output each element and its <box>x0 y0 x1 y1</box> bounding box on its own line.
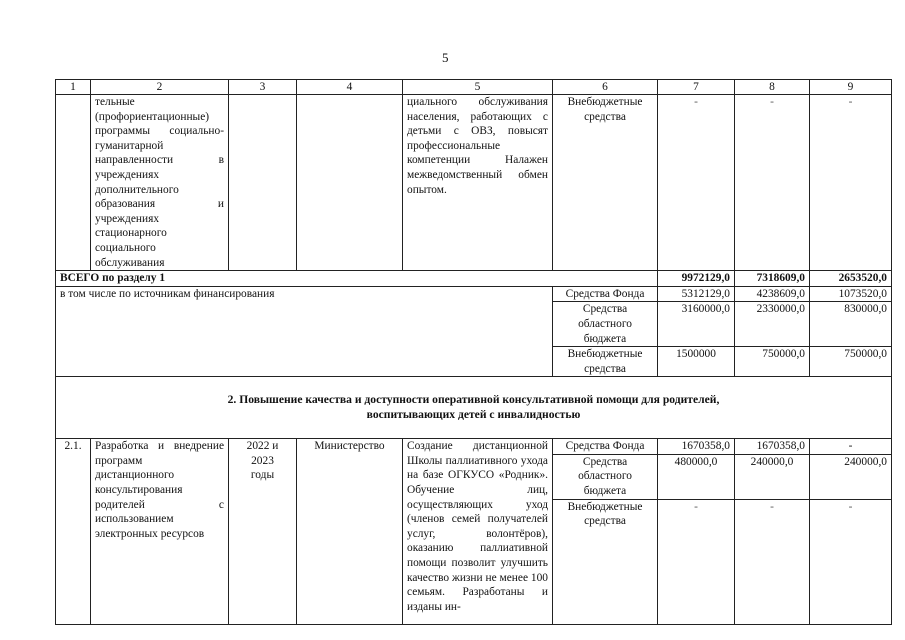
funding-source-cell: Внебюджетные средства <box>553 95 658 271</box>
value-cell: 1670358,0 <box>735 439 810 455</box>
funding-row <box>56 286 892 302</box>
value-cell: 4238609,0 <box>735 286 810 302</box>
value-cell: 1073520,0 <box>810 286 892 302</box>
col-header: 7 <box>658 80 735 95</box>
funding-source-cell: Средства областного бюджета <box>553 302 658 347</box>
funding-source-cell: Средства Фонда <box>553 286 658 302</box>
value-cell: 480000,0 <box>658 454 735 499</box>
total-value: 7318609,0 <box>735 271 810 287</box>
value-cell: 240000,0 <box>810 454 892 499</box>
value-cell: 1500000 <box>658 347 735 377</box>
value-cell: - <box>658 499 735 624</box>
value-cell: 830000,0 <box>810 302 892 347</box>
total-value: 9972129,0 <box>658 271 735 287</box>
value-cell: - <box>735 499 810 624</box>
total-value: 2653520,0 <box>810 271 892 287</box>
funding-source-cell: Средства Фонда <box>553 439 658 455</box>
value-cell: - <box>810 439 892 455</box>
value-cell: 240000,0 <box>735 454 810 499</box>
col-header: 2 <box>91 80 229 95</box>
row-number: 2.1. <box>56 439 91 624</box>
total-row <box>56 271 892 287</box>
col-header: 9 <box>810 80 892 95</box>
value-cell: 750000,0 <box>735 347 810 377</box>
value-cell: - <box>658 95 735 271</box>
funding-source-cell: Средства областного бюджета <box>553 454 658 499</box>
value-cell: - <box>810 499 892 624</box>
value-cell: 1670358,0 <box>658 439 735 455</box>
value-cell: 5312129,0 <box>658 286 735 302</box>
table-row <box>56 439 892 455</box>
section-title-row <box>56 377 892 439</box>
column-header-row <box>56 80 892 95</box>
program-table <box>55 79 892 625</box>
program-name-cell: тельные (профориентационные) программы социально-гуманитарной направленности в учреждениях дополнительного образования и учреждениях стационарного социального обслуживания <box>91 95 229 271</box>
program-name-cell: Разработка и внедрение программ дистанционного консультирования родителей с использованием электронных ресурсов <box>91 439 229 624</box>
col-header: 8 <box>735 80 810 95</box>
funding-breakdown-label: в том числе по источникам финансирования <box>56 286 553 377</box>
col-header: 5 <box>403 80 553 95</box>
continuation-row <box>56 95 892 271</box>
total-label: ВСЕГО по разделу 1 <box>56 271 658 287</box>
value-cell: - <box>810 95 892 271</box>
result-cell: циального обслуживания населения, работающих с детьми с ОВЗ, повысят профессиональные компетенции Налажен межведомственный обмен опытом. <box>403 95 553 271</box>
col-header: 1 <box>56 80 91 95</box>
result-cell: Создание дистанционной Школы паллиативного ухода на базе ОГКУСО «Родник». Обучение лиц, осуществляющих уход (членов семей получателей услуг, волонтёров), оказанию паллиативной помощи позволит улучшить качество жизни не менее 100 семьям. Разработаны и изданы ин- <box>403 439 553 624</box>
section-title-line: воспитывающих детей с инвалидностью <box>366 407 581 421</box>
funding-source-cell: Внебюджетные средства <box>553 499 658 624</box>
col-header: 4 <box>297 80 403 95</box>
section-title-line: 2. Повышение качества и доступности оперативной консультативной помощи для родителей, <box>227 393 720 407</box>
page-number: 5 <box>442 50 449 65</box>
value-cell: - <box>735 95 810 271</box>
executor-cell: Министерство <box>297 439 403 624</box>
value-cell: 3160000,0 <box>658 302 735 347</box>
section-title <box>56 377 892 439</box>
value-cell: 2330000,0 <box>735 302 810 347</box>
col-header: 6 <box>553 80 658 95</box>
years-cell: 2022 и 2023 годы <box>229 439 297 624</box>
col-header: 3 <box>229 80 297 95</box>
value-cell: 750000,0 <box>810 347 892 377</box>
funding-source-cell: Внебюджетные средства <box>553 347 658 377</box>
